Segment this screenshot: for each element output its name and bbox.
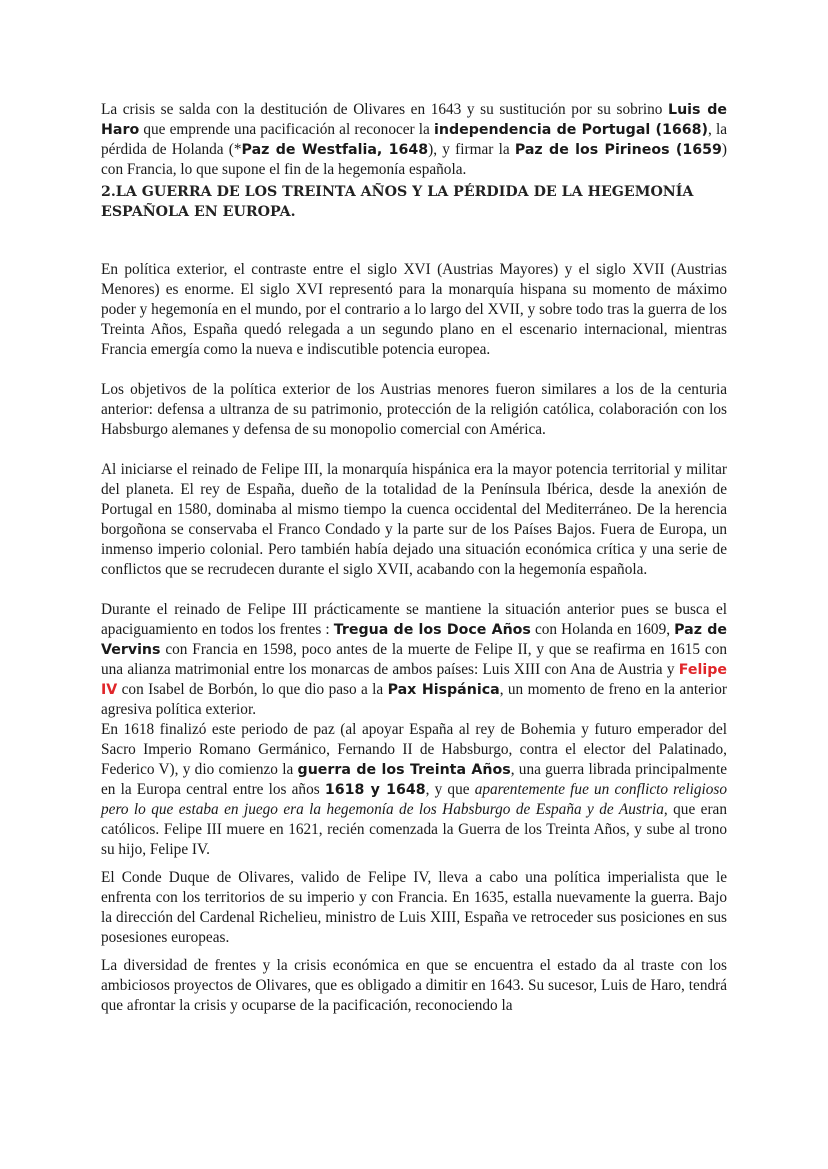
bold-term: independencia de Portugal (1668) (433, 122, 708, 138)
paragraph-olivares-crisis (101, 100, 727, 180)
text-run: que emprende una pacificación al reconocer la (139, 121, 434, 138)
bold-term: Luis de Haro (101, 102, 727, 138)
paragraph-felipe-iii: Al iniciarse el reinado de Felipe III, la monarquía hispánica era la mayor potencia territorial y militar del planeta. El rey de España, dueño de la totalidad de la Península Ibérica, desde la anexión de Portugal en 1580, dominaba al mismo tiempo la cuenca occidental del Mediterráneo. De la herencia borgoñona se conservaba el Franco Condado y la parte sur de los Países Bajos. Fuera de Europa, un inmenso imperio colonial. Pero también había dejado una situación económica crítica y una serie de conflictos que se recrudecen durante el siglo XVII, acabando con la hegemonía española. (101, 461, 727, 578)
text-run: con Holanda en 1609, (530, 621, 675, 638)
bold-term: Paz de los Pirineos (1659 (514, 142, 722, 158)
italic-phrase: aparentemente fue un conflicto religioso pero lo que estaba en juego era la hegemonía de los Habsburgo de España y de Austria (101, 781, 727, 818)
document-page (101, 100, 727, 1016)
paragraph-foreign-policy: En política exterior, el contraste entre el siglo XVI (Austrias Mayores) y el siglo XVII (Austrias Menores) es enorme. El siglo XVI representó para la monarquía hispana su momento de máximo poder y hegemonía en el mundo, por el contrario a lo largo del XVII, y sobre todo tras la guerra de los Treinta Años, España quedó relegada a un segundo plano en el escenario internacional, mientras Francia emergía como la nueva e indiscutible potencia europea. (101, 261, 727, 358)
text-run: con Isabel de Borbón, lo que dio paso a la (117, 681, 388, 698)
bold-term: Tregua de los Doce Años (333, 622, 531, 638)
section-heading: 2.LA GUERRA DE LOS TREINTA AÑOS Y LA PÉRDIDA DE LA HEGEMONÍA ESPAÑOLA EN EUROPA. (101, 184, 694, 220)
paragraph-pax-hispanica (101, 600, 727, 720)
text-run: En 1618 finalizó este periodo de paz (al apoyar España al rey de Bohemia y futuro emperador del Sacro Imperio Romano Germánico, Fernando II de Habsburgo, contra el elector del Palatinado, Federico V), y dio comienzo la (101, 721, 727, 778)
text-run: ) con Francia, lo que supone el fin de la hegemonía española. (101, 141, 727, 178)
text-run: ), y firmar la (428, 141, 515, 158)
text-run: , que eran católicos. Felipe III muere en 1621, recién comenzada la Guerra de los Treinta Años, y sube al trono su hijo, Felipe IV. (101, 801, 727, 858)
text-run: La crisis se salda con la destitución de Olivares en 1643 y su sustitución por su sobrino (101, 101, 669, 118)
text-run: Durante el reinado de Felipe III prácticamente se mantiene la situación anterior pues se busca el apaciguamiento en todos los frentes : (101, 601, 727, 638)
text-run: , una guerra librada principalmente en la Europa central entre los años (101, 761, 727, 798)
bold-term: guerra de los Treinta Años (297, 762, 511, 778)
paragraph-conde-duque: El Conde Duque de Olivares, valido de Felipe IV, lleva a cabo una política imperialista que le enfrenta con los territorios de su imperio y con Francia. En 1635, estalla nuevamente la guerra. Bajo la dirección del Cardenal Richelieu, ministro de Luis XIII, España ve retroceder sus posiciones en sus posesiones europeas. (101, 869, 727, 946)
highlighted-term: Felipe IV (101, 662, 727, 698)
bold-term: 1618 y 1648 (324, 782, 426, 798)
text-run: , un momento de freno en la anterior agresiva política exterior. (101, 681, 727, 718)
bold-term: Pax Hispánica (387, 682, 500, 698)
text-run: , la pérdida de Holanda (* (101, 121, 727, 158)
paragraph-diversity-fronts: La diversidad de frentes y la crisis económica en que se encuentra el estado da al traste con los ambiciosos proyectos de Olivares, que es obligado a dimitir en 1643. Su sucesor, Luis de Haro, tendrá que afrontar la crisis y ocuparse de la pacificación, reconociendo la (101, 957, 727, 1014)
bold-term: Paz de Vervins (101, 622, 728, 658)
text-run: con Francia en 1598, poco antes de la muerte de Felipe II, y que se reafirma en 1615 con una alianza matrimonial entre los monarcas de ambos países: Luis XIII con Ana de Austria y (101, 641, 727, 678)
bold-term: Paz de Westfalia, 1648 (241, 142, 429, 158)
text-run: , y que (425, 781, 475, 798)
paragraph-thirty-years-war (101, 720, 727, 860)
paragraph-objectives: Los objetivos de la política exterior de los Austrias menores fueron similares a los de la centuria anterior: defensa a ultranza de su patrimonio, protección de la religión católica, colaboración con los Habsburgo alemanes y defensa de su monopolio comercial con América. (101, 381, 727, 438)
